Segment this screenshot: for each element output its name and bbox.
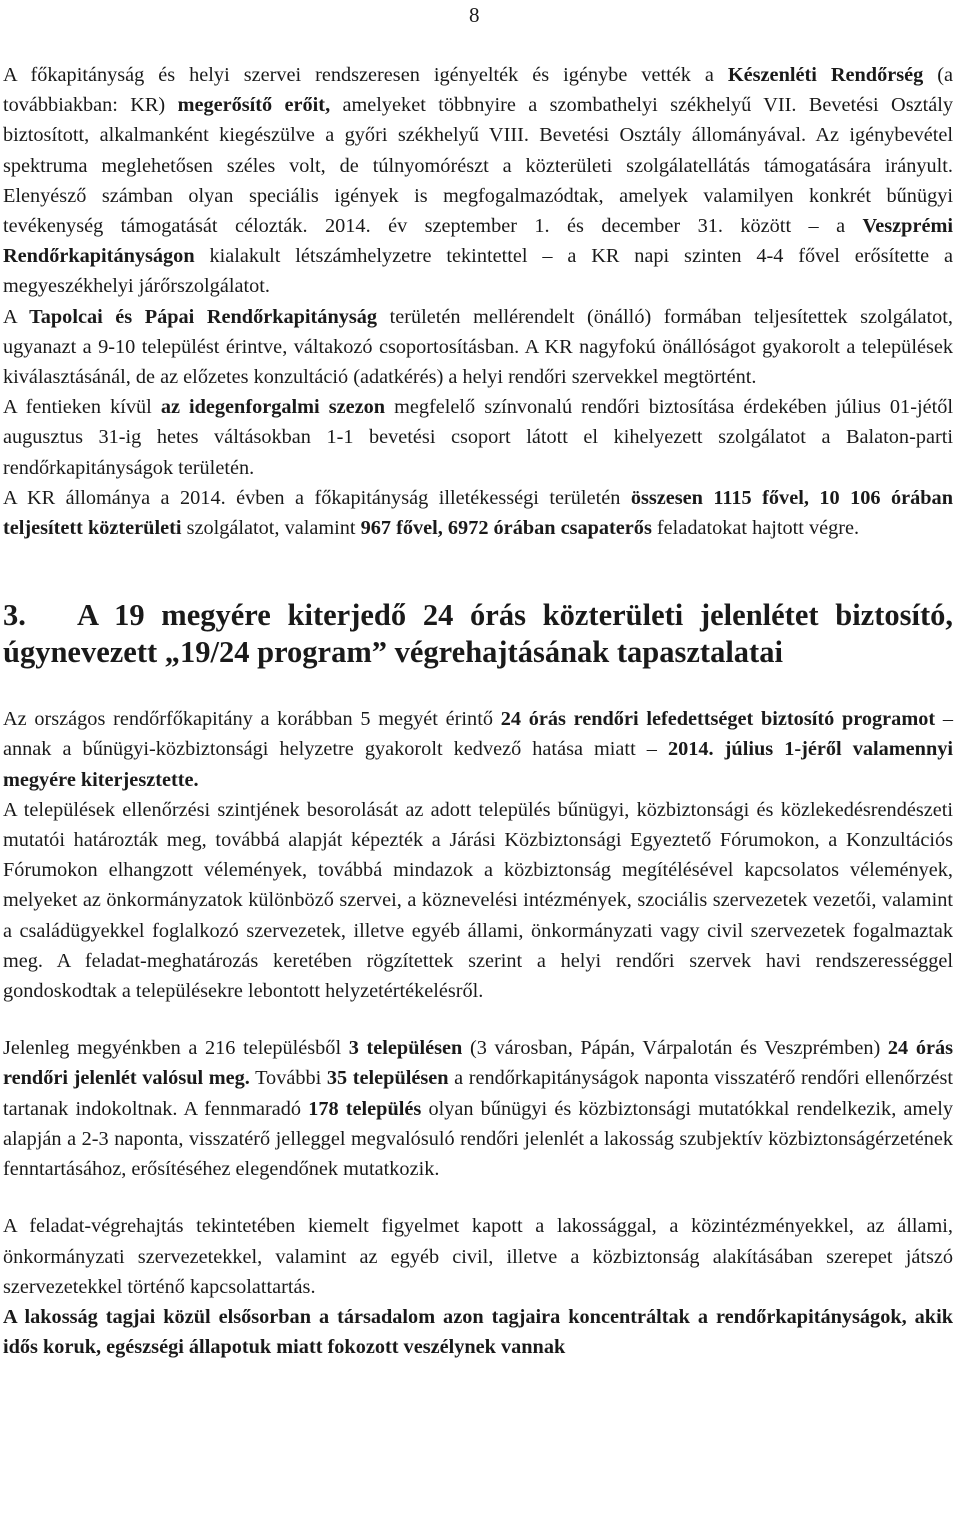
section-gap <box>3 543 953 597</box>
paragraph-gap <box>3 1006 953 1033</box>
paragraph <box>3 302 953 393</box>
bold-text-run: összesen 1115 fővel, 10 106 órában teljesített közterületi <box>3 486 953 540</box>
text-run: Az országos rendőrfőkapitány a korábban 5 megyét érintő <box>3 708 501 731</box>
page-number: 8 <box>469 3 480 27</box>
bold-text-run: 24 órás rendőri jelenlét valósul meg. <box>3 1037 953 1090</box>
text-run: kialakult létszámhelyzetre tekintettel – a KR napi szinten 4-4 fővel erősítette a megyeszékhelyi járőrszolgálatot. <box>3 245 953 298</box>
paragraph <box>3 392 953 483</box>
text-run: A fentieken kívül <box>3 396 161 419</box>
bold-text-run: megerősítő erőit, <box>177 94 331 117</box>
bold-text-run: 2014. július 1-jéről valamennyi megyére kiterjesztette. <box>3 738 953 791</box>
section-number: 3. <box>3 598 26 633</box>
page-content <box>3 60 953 1362</box>
paragraph <box>3 60 953 302</box>
bold-text-run: A lakosság tagjai közül elsősorban a társadalom azon tagjaira koncentráltak a rendőrkapitányságok, akik idős koruk, egészségi állapotuk miatt fokozott veszélynek vannak <box>3 1305 953 1359</box>
bold-text-run: 178 település <box>308 1097 422 1120</box>
paragraph <box>3 795 953 1006</box>
paragraph-block-1 <box>3 60 953 543</box>
text-run: olyan bűnügyi és közbiztonsági mutatókkal rendelkezik, amely alapján a 2-3 naponta, visszatérő jelleggel megvalósuló rendőri jelenlét a lakosság szubjektív közbiztonságérzetének fenntartásához, erősítéséhez elegendőnek mutatkozik. <box>3 1097 953 1181</box>
text-run: Jelenleg megyénkben a 216 településből <box>3 1037 349 1060</box>
text-run: A feladat-végrehajtás tekintetében kiemelt figyelmet kapott a lakossággal, a közintézményekkel, az állami, önkormányzati szervezetekkel, valamint az egyéb civil, illetve a közbiztonság alakításában szerepet játszó szervezetekkel történő kapcsolattartás. <box>3 1215 953 1298</box>
text-run: A főkapitányság és helyi szervei rendszeresen igényelték és igénybe vették a <box>3 64 728 86</box>
text-run: területén mellérendelt (önálló) formában teljesítettek szolgálatot, ugyanazt a 9-10 települést érintve, váltakozó csoportosításban. A KR nagyfokú önállóságot gyakorolt a települések kiválasztásánál, de az előzetes konzultáció (adatkérés) a helyi rendőri szervekkel megtörtént. <box>3 305 953 389</box>
paragraph <box>3 483 953 543</box>
bold-text-run: Készenléti Rendőrség <box>727 64 924 86</box>
paragraph-block-3 <box>3 1033 953 1184</box>
bold-text-run: 24 órás rendőri lefedettséget biztosító programot <box>500 708 936 731</box>
text-run: A települések ellenőrzési szintjének besorolását az adott település bűnügyi, közbiztonsági és közlekedésrendészeti mutatói határozták meg, továbbá alapját képezték a Járási Közbiztonsági Egyeztető Fórumokon, a Konzultációs Fórumokon elhangzott vélemények, továbbá mindazok a közbiztonság megítélésével kapcsolatos vélemények, melyeket az önkormányzatok különböző szervei, a köznevelési intézmények, szociális szervezetek vezetői, valamint a családügyekkel foglalkozó szervezetek, illetve egyéb állami, önkormányzati vagy civil szervezetek fogalmaztak meg. A feladat-meghatározás keretében rögzítettek szerint a helyi rendőri szervek havi rendszerességgel gondoskodtak a településekre lebontott helyzetértékelésről. <box>3 798 953 1003</box>
paragraph <box>3 1033 953 1184</box>
paragraph <box>3 1211 953 1302</box>
paragraph-block-4 <box>3 1211 953 1362</box>
section-heading <box>3 597 953 671</box>
heading-gap <box>3 671 953 704</box>
paragraph-block-2 <box>3 704 953 1006</box>
text-run: feladatokat hajtott végre. <box>651 517 860 540</box>
paragraph <box>3 704 953 795</box>
text-run: – annak a bűnügyi-közbiztonsági helyzetre gyakorolt kedvező hatása miatt – <box>3 708 953 761</box>
section-title: A 19 megyére kiterjedő 24 órás közterületi jelenlétet biztosító, úgynevezett „19/24 program” végrehajtásának tapasztalatai <box>3 598 953 670</box>
bold-text-run: Veszprémi Rendőrkapitányságon <box>3 215 953 268</box>
text-run: A KR állománya a 2014. évben a főkapitányság illetékességi területén <box>3 486 631 509</box>
paragraph-gap <box>3 1184 953 1211</box>
bold-text-run: Tapolcai és Pápai Rendőrkapitányság <box>29 305 378 328</box>
bold-text-run: 35 településen <box>326 1067 449 1090</box>
bold-text-run: 3 településen <box>348 1037 463 1060</box>
bold-text-run: 967 fővel, 6972 órában csapaterős <box>360 517 652 540</box>
text-run: (3 városban, Pápán, Várpalotán és Veszprémben) <box>462 1037 888 1060</box>
text-run: szolgálatot, valamint <box>181 517 361 540</box>
text-run: megfelelő színvonalú rendőri biztosítása érdekében július 01-jétől augusztus 31-ig hetes váltásokban 1-1 bevetési csoport látott el kihelyezett szolgálatot a Balaton-parti rendőrkapitányságok területén. <box>3 396 953 479</box>
text-run: További <box>249 1067 327 1090</box>
text-run: A <box>3 305 30 328</box>
bold-text-run: az idegenforgalmi szezon <box>160 396 386 419</box>
text-run: amelyeket többnyire a szombathelyi székhelyű VII. Bevetési Osztály biztosított, alkalmanként kiegészülve a győri székhelyű VIII. Bevetési Osztály állományával. Az igénybevétel spektruma meglehetősen széles volt, de túlnyomórészt a közterületi szolgálatellátás támogatására irányult. Elenyésző számban olyan speciális igények is megfogalmazódtak, amelyek valamilyen konkrét bűnügyi tevékenység támogatását célozták. 2014. év szeptember 1. és december 31. között – a <box>3 94 954 238</box>
paragraph <box>3 1302 953 1362</box>
text-run: a rendőrkapitányságok naponta visszatérő rendőri ellenőrzést tartanak indokoltnak. A fennmaradó <box>3 1067 953 1120</box>
text-run: (a továbbiakban: KR) <box>3 64 953 117</box>
